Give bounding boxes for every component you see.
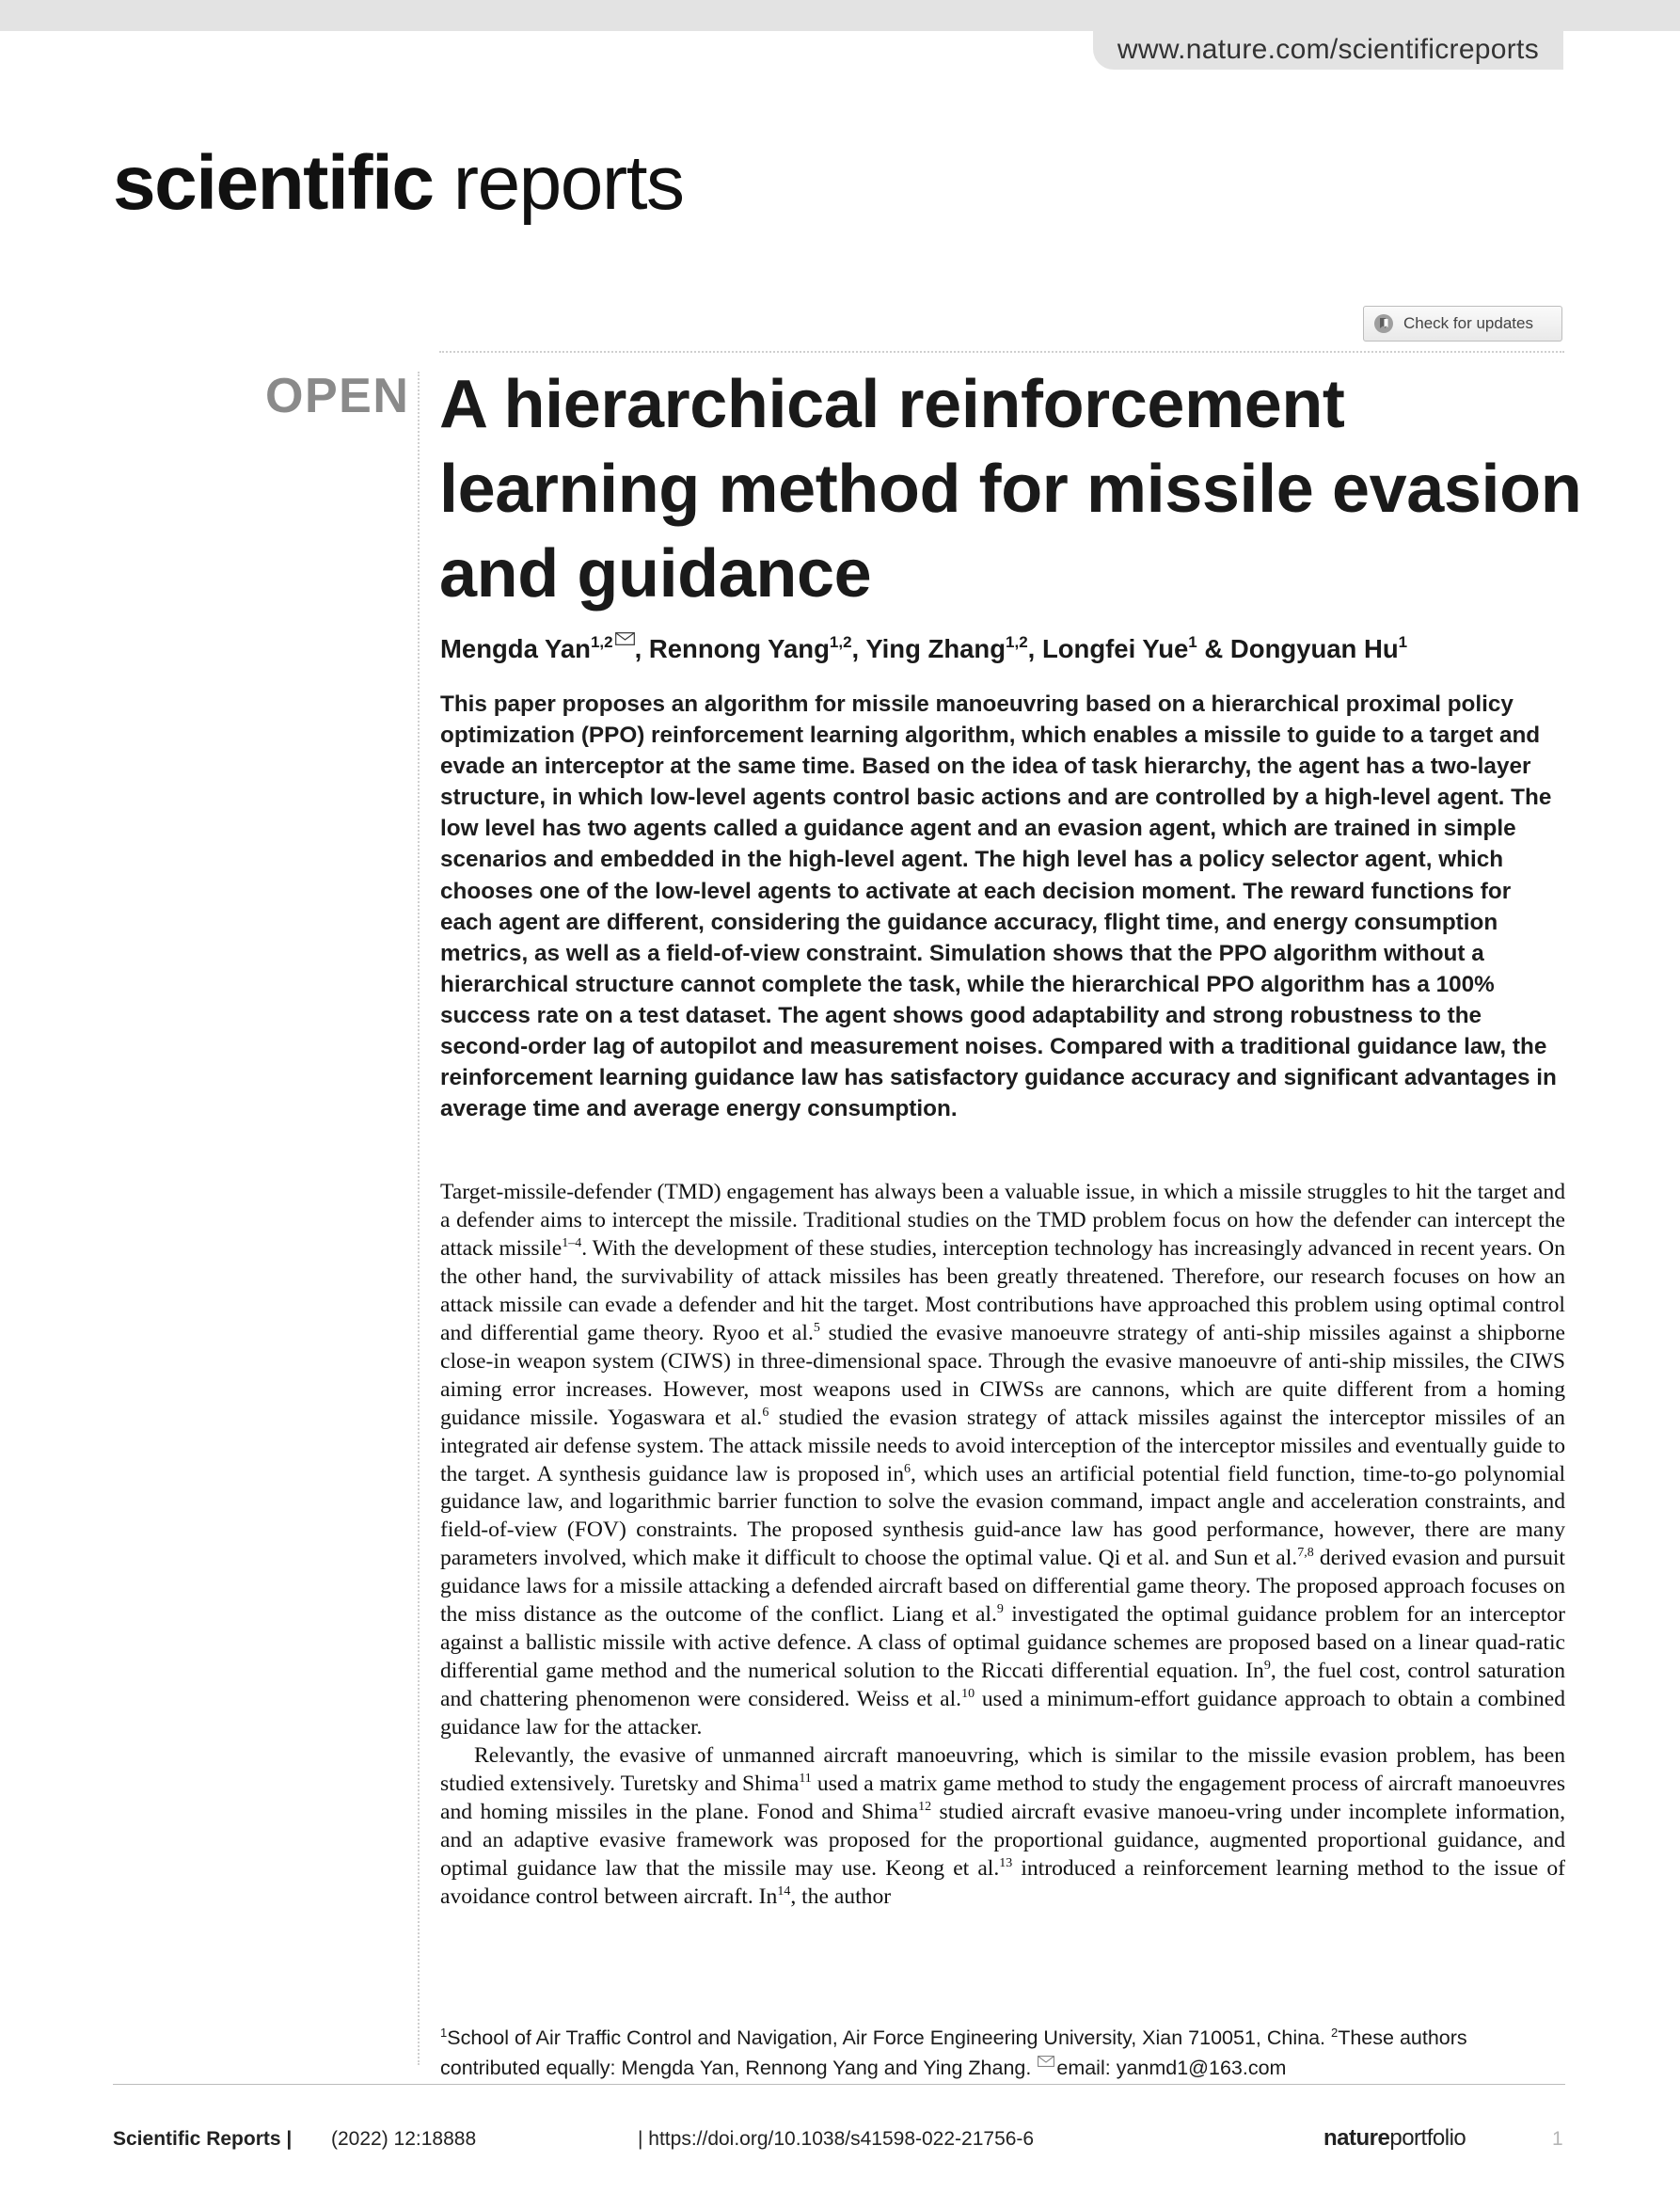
paragraph-text: Target-missile-defender (TMD) engagement has always been a valuable issue, in which a missile struggles to hit the target and a defender aims to intercept the missile. Traditional studies on the TMD problem focus on how the defender can intercept the attack missile bbox=[440, 1180, 1565, 1261]
envelope-icon[interactable] bbox=[615, 632, 635, 645]
footnote-marker: 2 bbox=[1330, 2026, 1339, 2040]
affiliation-footnote bbox=[440, 2023, 1569, 2083]
author-affiliation: 1 bbox=[1398, 633, 1408, 651]
author-affiliation: 1,2 bbox=[1006, 633, 1028, 651]
logo-nature: nature bbox=[1323, 2125, 1390, 2151]
citation-ref[interactable]: 14 bbox=[777, 1883, 791, 1899]
affiliation-text: School of Air Traffic Control and Navigation, Air Force Engineering University, Xian 710051, China. bbox=[447, 2026, 1325, 2049]
paragraph-text: derived evasion and pursuit guidance laws for a missile attacking a defended aircraft based on differential game theory. The proposed approach focuses on the miss distance as the outcome of the conflict. Liang et al. bbox=[440, 1546, 1565, 1628]
open-access-label: OPEN bbox=[265, 369, 410, 423]
journal-url[interactable]: www.nature.com/scientificreports bbox=[1093, 23, 1563, 70]
brand-scientific: scientific bbox=[113, 140, 434, 226]
paragraph-text: studied the evasion strategy of attack missiles against the interceptor missiles of an integrated air defense system. The attack missile needs to avoid interception of the interceptor missiles and eventually guide to the target. A synthesis guidance law is proposed in bbox=[440, 1405, 1565, 1486]
author-separator: & bbox=[1197, 634, 1230, 663]
paragraph-text: , which uses an artificial potential field function, time-to-go polynomial guidance law, and logarithmic barrier function to solve the evasion command, impact angle and acceleration constraints, and field-of-view (FOV) constraints. The proposed synthesis guid-ance law has good performance, however, there are many parameters involved, which make it difficult to choose the optimal value. Qi et al. and Sun et al. bbox=[440, 1461, 1566, 1571]
body-text bbox=[440, 1179, 1565, 1912]
body-paragraph bbox=[440, 1179, 1565, 1742]
citation-ref[interactable]: 1–4 bbox=[562, 1235, 582, 1250]
citation-ref[interactable]: 11 bbox=[799, 1772, 812, 1787]
author-affiliation: 1,2 bbox=[590, 633, 613, 651]
abstract: This paper proposes an algorithm for missile manoeuvring based on a hierarchical proximal policy optimization (PPO) reinforcement learning algorithm, which enables a missile to guide to a target and evade an interceptor at the same time. Based on the idea of task hierarchy, the agent has a two-layer structure, in which low-level agents control basic actions and are controlled by a high-level agent. The low level has two agents called a guidance agent and an evasion agent, which are trained in simple scenarios and embedded in the high-level agent. The high level has a policy selector agent, which chooses one of the low-level agents to activate at each decision moment. The reward functions for each agent are different, considering the guidance accuracy, flight time, and energy consumption metrics, as well as a field-of-view constraint. Simulation shows that the PPO algorithm without a hierarchical structure cannot complete the task, while the hierarchical PPO algorithm has a 100% success rate on a test dataset. The agent shows good adaptability and strong robustness to the second-order lag of autopilot and measurement noises. Compared with a traditional guidance law, the reinforcement learning guidance law has satisfactory guidance accuracy and significant advantages in average time and average energy consumption. bbox=[440, 691, 1557, 1122]
author-separator: , bbox=[851, 634, 866, 663]
paragraph-text: . With the development of these studies, interception technology has increasingly advanced in recent years. On the other hand, the survivability of attack missiles has been greatly threatened. Therefore, our research focuses on how an attack missile can evade a defender and hit the target. Most contributions have approached this problem using optimal control and differential game theory. Ryoo et al. bbox=[440, 1235, 1566, 1345]
paragraph-text: introduced a reinforcement learning method to the issue of avoidance control between aircraft. In bbox=[440, 1855, 1565, 1909]
author-name: Mengda Yan bbox=[440, 634, 591, 663]
envelope-icon bbox=[1038, 2056, 1054, 2067]
equal-contribution-note: These authors contributed equally: Mengda Yan, Rennong Yang and Ying Zhang. bbox=[440, 2026, 1467, 2079]
author-name: Rennong Yang bbox=[648, 634, 830, 663]
author-separator: , bbox=[634, 634, 649, 663]
title-divider bbox=[439, 351, 1564, 353]
journal-brand-logo bbox=[113, 141, 683, 226]
bookmark-refresh-icon bbox=[1373, 313, 1394, 334]
author-list bbox=[440, 630, 1569, 668]
page-footer bbox=[113, 2125, 1565, 2158]
paragraph-text: used a minimum-effort guidance approach to obtain a combined guidance law for the attacker. bbox=[440, 1687, 1565, 1740]
citation-ref[interactable]: 7,8 bbox=[1297, 1546, 1314, 1561]
paragraph-text: , the fuel cost, control saturation and chattering phenomenon were considered. Weiss et al. bbox=[440, 1659, 1565, 1712]
author-affiliation: 1 bbox=[1188, 633, 1197, 651]
paragraph-text: used a matrix game method to study the engagement process of aircraft manoeuvres and homing missiles in the plane. Fonod and Shima bbox=[440, 1772, 1565, 1824]
author-name: Dongyuan Hu bbox=[1229, 634, 1399, 663]
page-number: 1 bbox=[1552, 2128, 1563, 2150]
citation-ref[interactable]: 6 bbox=[762, 1405, 769, 1420]
nature-portfolio-logo bbox=[1323, 2125, 1466, 2152]
citation-ref[interactable]: 12 bbox=[918, 1799, 932, 1814]
citation-ref[interactable]: 5 bbox=[813, 1320, 820, 1335]
check-for-updates-button[interactable] bbox=[1363, 306, 1562, 342]
brand-reports: reports bbox=[452, 140, 684, 226]
article-title: A hierarchical reinforcement learning method for missile evasion and guidance bbox=[439, 367, 1582, 612]
paragraph-text: studied aircraft evasive manoeu-vring under incomplete information, and an adaptive evasive framework was proposed for the proportional guidance, augmented proportional guidance, and optimal guidance law that the missile may use. Keong et al. bbox=[440, 1799, 1565, 1881]
logo-portfolio: portfolio bbox=[1389, 2125, 1466, 2151]
citation-ref[interactable]: 9 bbox=[1263, 1659, 1271, 1674]
citation-ref[interactable]: 9 bbox=[996, 1602, 1004, 1617]
footer-journal: Scientific Reports | bbox=[113, 2128, 293, 2150]
footnote-marker: 1 bbox=[440, 2026, 448, 2040]
footer-divider bbox=[113, 2084, 1565, 2085]
citation-ref[interactable]: 10 bbox=[961, 1687, 975, 1702]
margin-divider bbox=[418, 372, 420, 2065]
citation-ref[interactable]: 13 bbox=[999, 1855, 1013, 1870]
citation-ref[interactable]: 6 bbox=[904, 1461, 911, 1476]
body-paragraph bbox=[440, 1742, 1565, 1912]
footer-volume: (2022) 12:18888 bbox=[331, 2128, 477, 2150]
paragraph-text: investigated the optimal guidance problem for an interceptor against a ballistic missile with active defence. A class of optimal guidance schemes are proposed based on a linear quad-ratic differential game method and the numerical solution to the Riccati differential equation. In bbox=[440, 1602, 1565, 1684]
paragraph-text: , the author bbox=[790, 1883, 892, 1909]
author-separator: , bbox=[1027, 634, 1042, 663]
paragraph-text: studied the evasive manoeuvre strategy of anti-ship missiles against a shipborne close-in weapon system (CIWS) in three-dimensional space. Through the evasive manoeuvre of anti-ship missiles, the CIWS aiming error increases. However, most weapons used in CIWSs are cannons, which are quite different from a homing guidance missile. Yogaswara et al. bbox=[440, 1320, 1566, 1430]
author-name: Ying Zhang bbox=[865, 634, 1006, 663]
paragraph-text: Relevantly, the evasive of unmanned aircraft manoeuvring, which is similar to the missile evasion problem, has been studied extensively. Turetsky and Shima bbox=[440, 1743, 1565, 1797]
email-label: email: bbox=[1056, 2057, 1117, 2079]
author-affiliation: 1,2 bbox=[829, 633, 852, 651]
email-link[interactable]: yanmd1@163.com bbox=[1116, 2057, 1287, 2079]
check-for-updates-label: Check for updates bbox=[1403, 314, 1533, 332]
author-name: Longfei Yue bbox=[1041, 634, 1189, 663]
footer-doi-link[interactable]: | https://doi.org/10.1038/s41598-022-21756-6 bbox=[638, 2128, 1035, 2150]
